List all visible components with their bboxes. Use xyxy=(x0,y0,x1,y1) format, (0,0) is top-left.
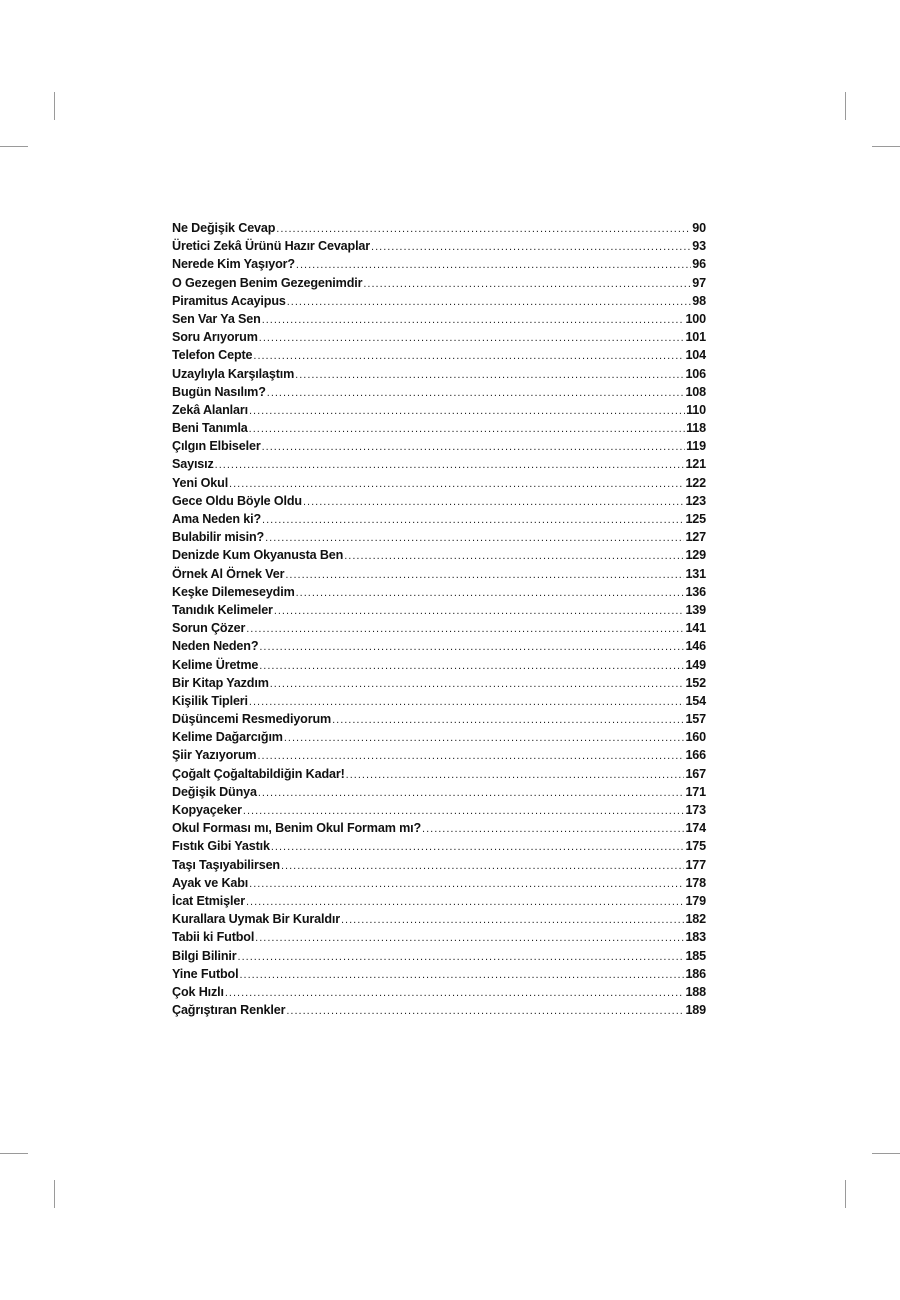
toc-entry xyxy=(172,949,706,967)
toc-entry-page-number: 110 xyxy=(686,402,706,417)
toc-entry-title: Fıstık Gibi Yastık xyxy=(172,839,270,854)
toc-entry xyxy=(172,385,706,403)
toc-entry-title: Yeni Okul xyxy=(172,475,229,490)
toc-dot-leader xyxy=(285,569,684,581)
toc-dot-leader xyxy=(262,514,684,526)
toc-entry xyxy=(172,858,706,876)
toc-entry-title: Sorun Çözer xyxy=(172,621,246,636)
toc-entry-page-number: 106 xyxy=(685,366,706,381)
toc-entry-title: Bir Kitap Yazdım xyxy=(172,675,269,690)
toc-entry xyxy=(172,803,706,821)
toc-entry-page-number: 177 xyxy=(685,857,706,872)
toc-entry-title: Bilgi Bilinir xyxy=(172,948,237,963)
toc-dot-leader xyxy=(225,987,685,999)
toc-dot-leader xyxy=(303,496,684,508)
toc-entry-page-number: 122 xyxy=(685,475,706,490)
toc-dot-leader xyxy=(249,696,685,708)
toc-dot-leader xyxy=(249,878,684,890)
toc-entry xyxy=(172,457,706,475)
toc-entry xyxy=(172,403,706,421)
toc-entry-page-number: 101 xyxy=(685,330,706,345)
toc-entry-page-number: 121 xyxy=(685,457,706,472)
toc-entry xyxy=(172,785,706,803)
toc-entry-title: Çılgın Elbiseler xyxy=(172,439,261,454)
toc-entry-page-number: 100 xyxy=(685,311,706,326)
toc-dot-leader xyxy=(281,860,684,872)
toc-entry-title: Ama Neden ki? xyxy=(172,512,262,526)
toc-entry-page-number: 119 xyxy=(686,439,706,454)
toc-dot-leader xyxy=(286,1005,684,1017)
toc-entry-title: Kopyaçeker xyxy=(172,803,242,817)
toc-entry-title: Soru Arıyorum xyxy=(172,330,258,345)
toc-entry xyxy=(172,367,706,385)
toc-entry-title: Nerede Kim Yaşıyor? xyxy=(172,257,295,272)
toc-dot-leader xyxy=(363,278,691,290)
toc-dot-leader xyxy=(371,241,691,253)
toc-dot-leader xyxy=(284,732,685,744)
toc-entry-title: Kurallara Uymak Bir Kuraldır xyxy=(172,912,340,927)
toc-dot-leader xyxy=(274,605,685,617)
toc-dot-leader xyxy=(422,823,684,835)
toc-entry xyxy=(172,476,706,494)
toc-dot-leader xyxy=(344,550,684,562)
crop-mark-bottom-left-horizontal xyxy=(0,1153,28,1154)
toc-dot-leader xyxy=(257,750,684,762)
toc-dot-leader xyxy=(267,387,685,399)
toc-entry-title: Denizde Kum Okyanusta Ben xyxy=(172,548,344,563)
toc-dot-leader xyxy=(276,223,691,235)
toc-dot-leader xyxy=(341,914,684,926)
toc-entry-page-number: 131 xyxy=(685,566,706,581)
toc-entry-page-number: 118 xyxy=(686,421,706,436)
toc-dot-leader xyxy=(215,459,685,471)
toc-entry-title: Yine Futbol xyxy=(172,966,239,981)
toc-entry-title: Ayak ve Kabı xyxy=(172,875,249,890)
toc-entry-title: Sayısız xyxy=(172,457,214,472)
toc-entry-title: Üretici Zekâ Ürünü Hazır Cevaplar xyxy=(172,239,371,254)
toc-entry xyxy=(172,494,706,512)
toc-entry-page-number: 189 xyxy=(685,1003,706,1018)
toc-entry xyxy=(172,548,706,566)
toc-entry xyxy=(172,839,706,857)
toc-entry-title: Şiir Yazıyorum xyxy=(172,748,257,763)
toc-entry-title: Beni Tanımla xyxy=(172,421,248,436)
toc-entry-page-number: 123 xyxy=(685,493,706,508)
toc-dot-leader xyxy=(253,350,684,362)
toc-dot-leader xyxy=(239,969,684,981)
toc-entry xyxy=(172,639,706,657)
toc-dot-leader xyxy=(255,932,684,944)
toc-entry-page-number: 179 xyxy=(685,893,706,908)
toc-entry xyxy=(172,1003,706,1021)
toc-dot-leader xyxy=(246,896,684,908)
toc-entry-title: Ne Değişik Cevap xyxy=(172,221,276,235)
toc-entry xyxy=(172,530,706,548)
toc-entry-page-number: 186 xyxy=(685,966,706,981)
toc-entry-title: Tanıdık Kelimeler xyxy=(172,602,273,617)
toc-dot-leader xyxy=(296,259,691,271)
toc-entry xyxy=(172,676,706,694)
toc-entry-title: Tabii ki Futbol xyxy=(172,930,255,945)
toc-entry-page-number: 175 xyxy=(685,839,706,854)
toc-entry xyxy=(172,912,706,930)
toc-dot-leader xyxy=(238,951,685,963)
toc-entry xyxy=(172,894,706,912)
toc-dot-leader xyxy=(271,841,685,853)
toc-entry-page-number: 154 xyxy=(685,693,706,708)
crop-mark-bottom-right-horizontal xyxy=(872,1153,900,1154)
toc-entry-title: Kişilik Tipleri xyxy=(172,693,248,708)
toc-dot-leader xyxy=(262,441,686,453)
toc-entry xyxy=(172,694,706,712)
toc-entry-page-number: 108 xyxy=(685,384,706,399)
crop-mark-top-left-horizontal xyxy=(0,146,28,147)
toc-entry-title: Sen Var Ya Sen xyxy=(172,311,261,326)
toc-entry xyxy=(172,294,706,312)
toc-entry-page-number: 167 xyxy=(685,766,706,781)
toc-entry-title: Çağrıştıran Renkler xyxy=(172,1003,286,1018)
toc-entry-title: Değişik Dünya xyxy=(172,784,257,799)
toc-entry-page-number: 182 xyxy=(685,912,706,927)
toc-entry xyxy=(172,930,706,948)
toc-entry-title: Bugün Nasılım? xyxy=(172,384,266,399)
toc-entry-title: O Gezegen Benim Gezegenimdir xyxy=(172,275,363,290)
toc-entry-title: Kelime Dağarcığım xyxy=(172,730,283,745)
toc-dot-leader xyxy=(270,678,685,690)
crop-mark-top-right-vertical xyxy=(845,92,846,120)
toc-entry-page-number: 129 xyxy=(685,548,706,563)
toc-entry-page-number: 136 xyxy=(685,584,706,599)
toc-entry-page-number: 141 xyxy=(685,621,706,636)
toc-entry-title: Piramitus Acayipus xyxy=(172,293,286,308)
toc-entry xyxy=(172,312,706,330)
toc-entry-title: Örnek Al Örnek Ver xyxy=(172,566,285,581)
toc-entry xyxy=(172,876,706,894)
table-of-contents xyxy=(172,221,706,1021)
toc-dot-leader xyxy=(259,660,684,672)
toc-entry xyxy=(172,257,706,275)
toc-entry-page-number: 173 xyxy=(685,803,706,817)
toc-dot-leader xyxy=(265,532,684,544)
toc-entry-page-number: 127 xyxy=(685,530,706,545)
toc-entry xyxy=(172,767,706,785)
toc-entry xyxy=(172,967,706,985)
toc-entry-page-number: 104 xyxy=(685,348,706,363)
toc-entry xyxy=(172,439,706,457)
toc-dot-leader xyxy=(259,641,684,653)
toc-entry-title: Gece Oldu Böyle Oldu xyxy=(172,493,302,508)
toc-entry-page-number: 90 xyxy=(692,221,706,235)
toc-entry-page-number: 146 xyxy=(685,639,706,654)
toc-entry-page-number: 97 xyxy=(692,275,706,290)
toc-entry-title: Kelime Üretme xyxy=(172,657,259,672)
toc-entry-title: Okul Forması mı, Benim Okul Formam mı? xyxy=(172,821,422,836)
toc-entry-page-number: 98 xyxy=(692,293,706,308)
toc-entry xyxy=(172,512,706,530)
toc-entry-page-number: 185 xyxy=(685,948,706,963)
toc-entry-page-number: 160 xyxy=(685,730,706,745)
toc-entry xyxy=(172,567,706,585)
toc-entry-page-number: 149 xyxy=(685,657,706,672)
toc-entry-page-number: 152 xyxy=(685,675,706,690)
crop-mark-bottom-left-vertical xyxy=(54,1180,55,1208)
crop-mark-top-left-vertical xyxy=(54,92,55,120)
toc-dot-leader xyxy=(229,478,684,490)
crop-mark-top-right-horizontal xyxy=(872,146,900,147)
toc-dot-leader xyxy=(249,423,685,435)
toc-dot-leader xyxy=(287,296,692,308)
toc-entry-title: Uzaylıyla Karşılaştım xyxy=(172,366,295,381)
toc-entry-title: Neden Neden? xyxy=(172,639,259,654)
toc-entry-title: Çok Hızlı xyxy=(172,984,224,999)
toc-entry-title: Bulabilir misin? xyxy=(172,530,265,545)
toc-entry-page-number: 139 xyxy=(685,602,706,617)
toc-entry xyxy=(172,348,706,366)
toc-entry xyxy=(172,221,706,239)
toc-entry xyxy=(172,421,706,439)
toc-dot-leader xyxy=(332,714,684,726)
toc-dot-leader xyxy=(259,332,685,344)
toc-entry xyxy=(172,985,706,1003)
toc-dot-leader xyxy=(346,769,685,781)
toc-entry-page-number: 171 xyxy=(685,784,706,799)
toc-entry xyxy=(172,330,706,348)
toc-dot-leader xyxy=(249,405,685,417)
toc-dot-leader xyxy=(295,369,684,381)
toc-entry-title: Düşüncemi Resmediyorum xyxy=(172,712,332,727)
toc-entry-page-number: 125 xyxy=(685,512,706,526)
toc-dot-leader xyxy=(246,623,684,635)
toc-entry xyxy=(172,712,706,730)
toc-entry xyxy=(172,276,706,294)
toc-entry xyxy=(172,730,706,748)
toc-entry xyxy=(172,621,706,639)
toc-entry xyxy=(172,748,706,766)
toc-entry-page-number: 93 xyxy=(692,239,706,254)
toc-entry-title: Keşke Dilemeseydim xyxy=(172,584,295,599)
toc-entry xyxy=(172,821,706,839)
toc-entry-page-number: 166 xyxy=(685,748,706,763)
toc-entry-page-number: 188 xyxy=(685,984,706,999)
toc-entry xyxy=(172,239,706,257)
toc-dot-leader xyxy=(296,587,685,599)
toc-entry-title: Taşı Taşıyabilirsen xyxy=(172,857,280,872)
toc-entry xyxy=(172,585,706,603)
toc-entry-page-number: 183 xyxy=(685,930,706,945)
toc-entry-page-number: 96 xyxy=(692,257,706,272)
toc-entry-page-number: 157 xyxy=(685,712,706,727)
crop-mark-bottom-right-vertical xyxy=(845,1180,846,1208)
toc-entry-page-number: 174 xyxy=(685,821,706,836)
toc-entry-page-number: 178 xyxy=(685,875,706,890)
toc-entry xyxy=(172,658,706,676)
toc-entry-title: Telefon Cepte xyxy=(172,348,253,363)
toc-dot-leader xyxy=(258,787,685,799)
toc-entry xyxy=(172,603,706,621)
toc-entry-title: Zekâ Alanları xyxy=(172,402,248,417)
toc-dot-leader xyxy=(243,805,685,817)
toc-entry-title: İcat Etmişler xyxy=(172,893,245,908)
toc-dot-leader xyxy=(262,314,685,326)
toc-entry-title: Çoğalt Çoğaltabildiğin Kadar! xyxy=(172,766,345,781)
